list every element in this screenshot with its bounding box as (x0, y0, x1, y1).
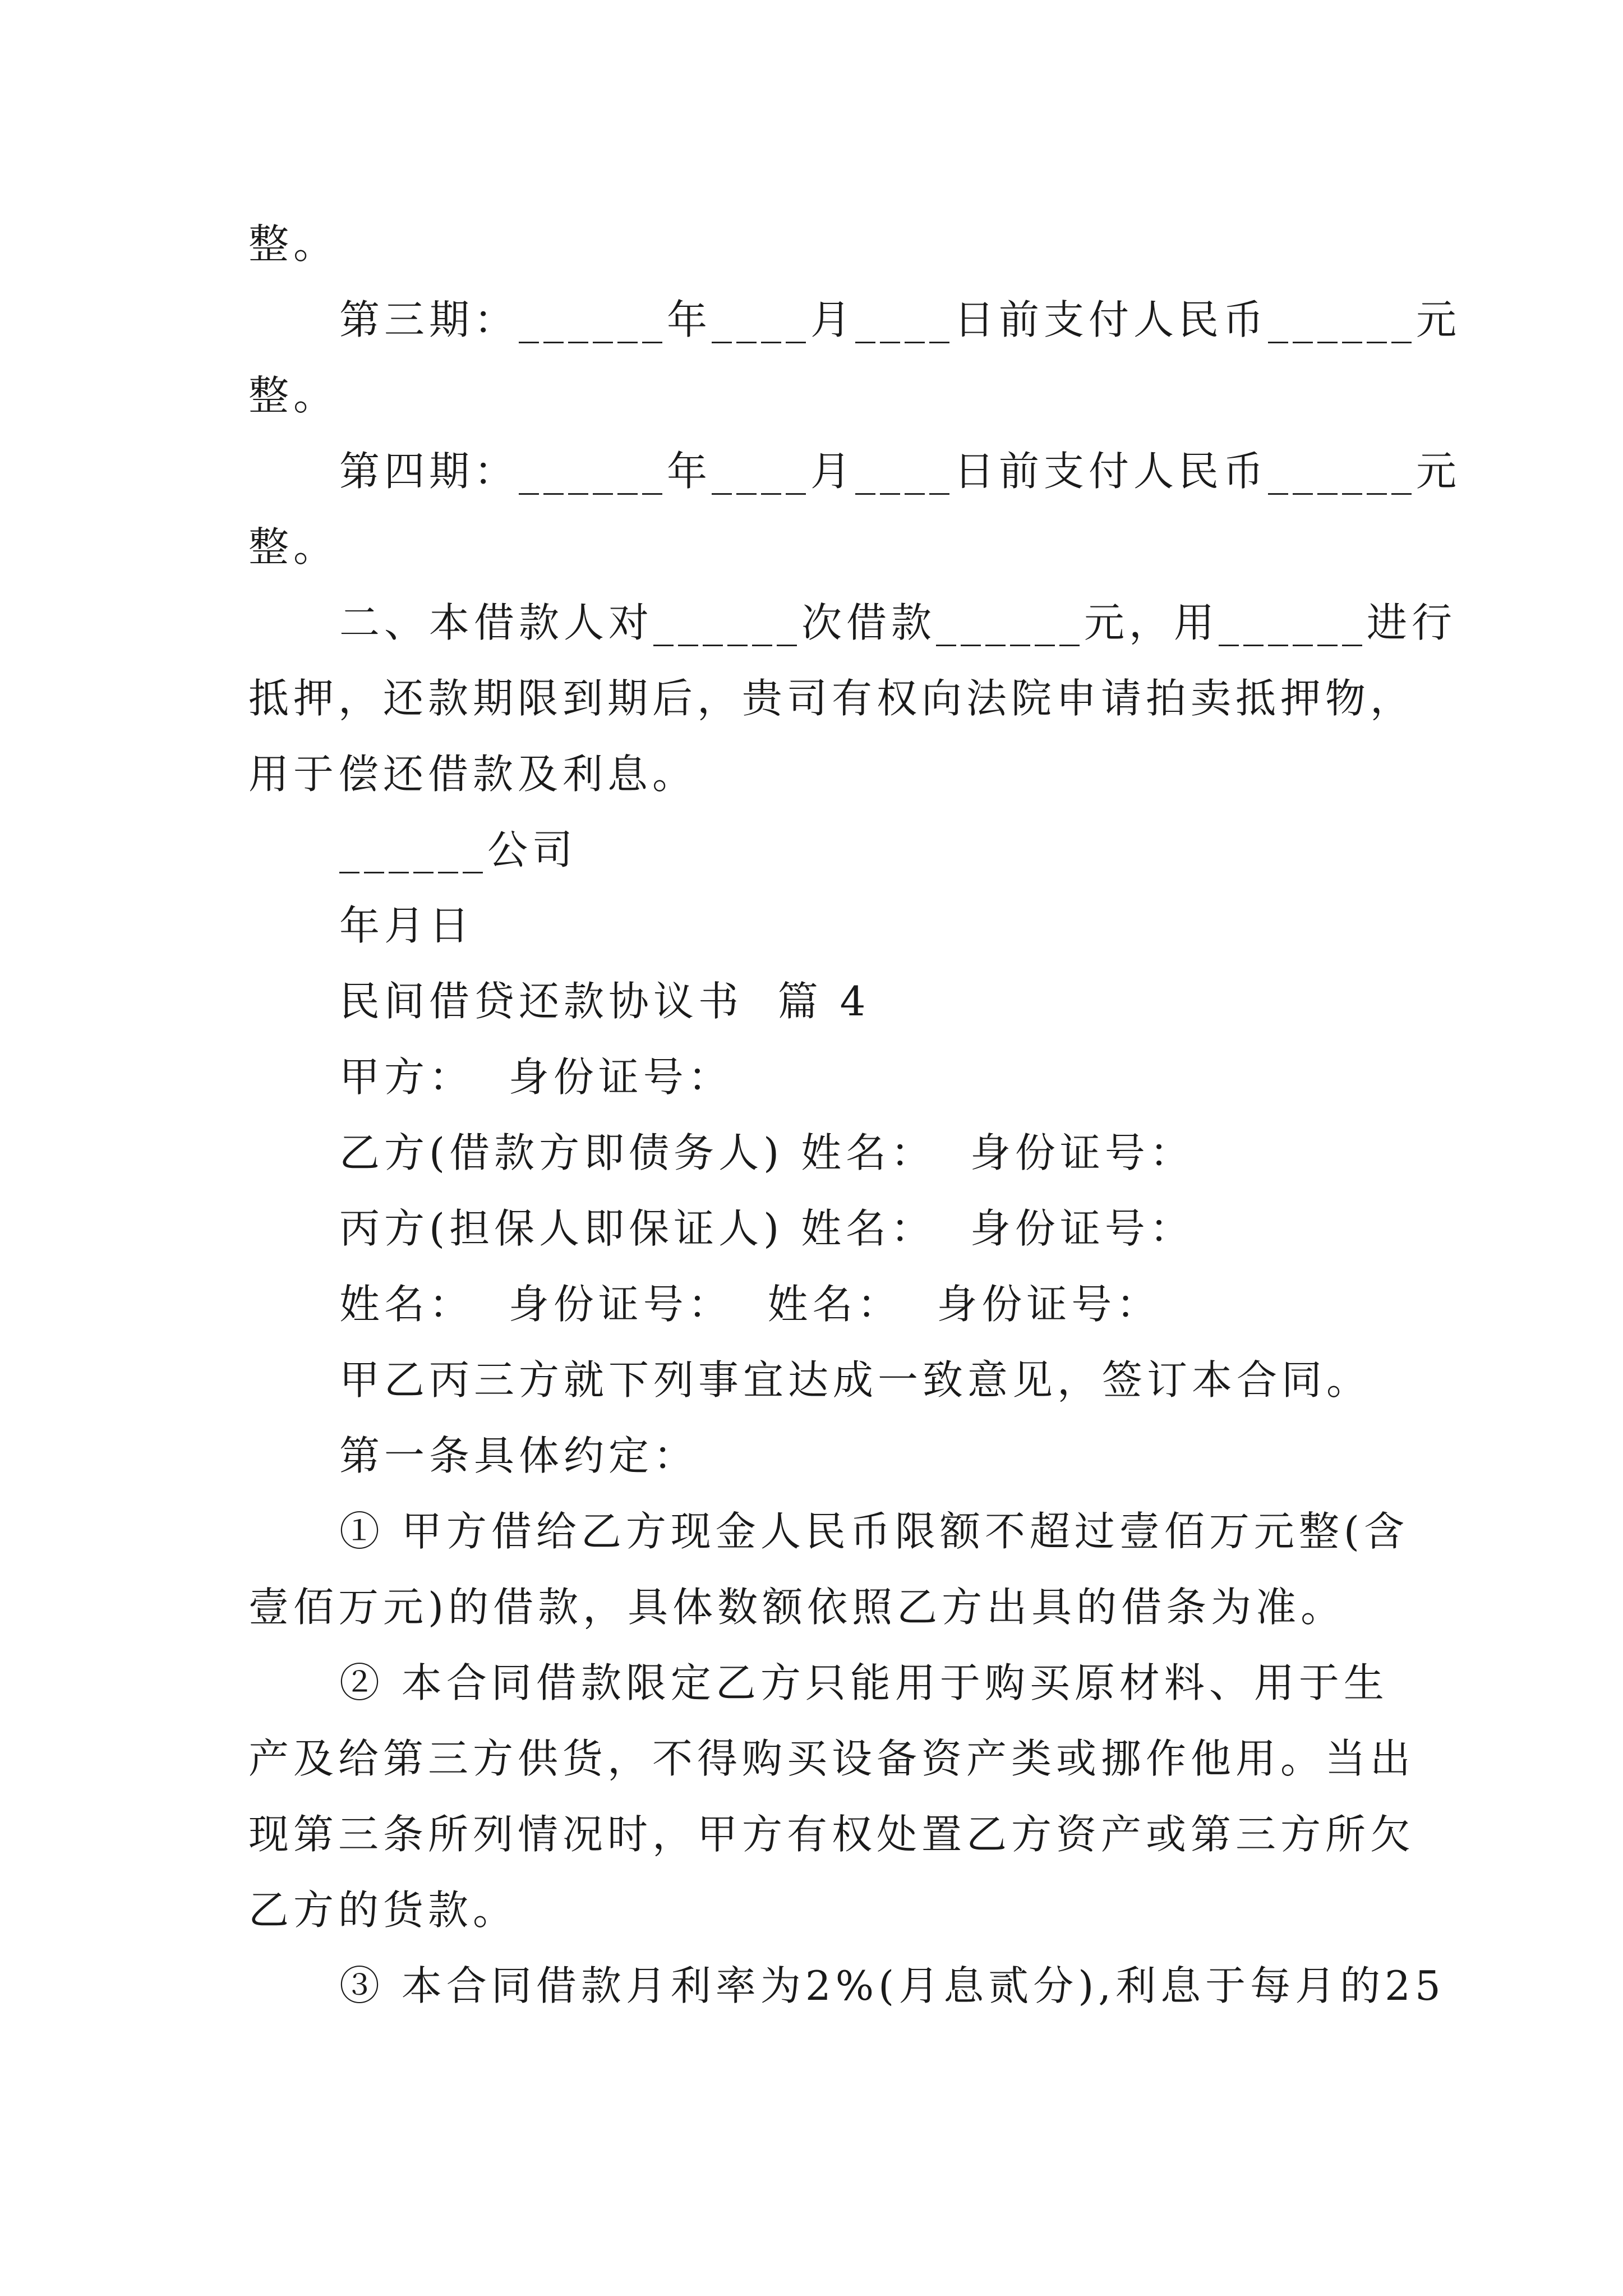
text-line: 第一条具体约定： (339, 1432, 699, 1479)
text-line: 姓名： 身份证号： 姓名： 身份证号： (339, 1281, 1161, 1328)
text-line: 二、本借款人对______次借款______元，用______进行 (339, 599, 1457, 646)
text-line: 第三期：______年____月____日前支付人民币______元 (339, 296, 1461, 343)
text-line: 整。 (248, 372, 339, 419)
text-line: 甲方： 身份证号： (339, 1053, 733, 1101)
text-line: 甲乙丙三方就下列事宜达成一致意见，签订本合同。 (339, 1356, 1372, 1404)
text-line: ① 甲方借给乙方现金人民币限额不超过壹佰万元整(含 (339, 1508, 1409, 1555)
text-line: 整。 (248, 220, 339, 268)
text-line: ③ 本合同借款月利率为2%(月息贰分),利息于每月的25 (339, 1962, 1445, 2009)
text-line: 乙方的货款。 (248, 1887, 518, 1934)
text-line: 抵押，还款期限到期后，贵司有权向法院申请拍卖抵押物， (248, 675, 1415, 722)
text-line: ② 本合同借款限定乙方只能用于购买原材料、用于生 (339, 1659, 1389, 1706)
section-heading: 民间借贷还款协议书 篇 4 (339, 978, 870, 1025)
text-line: 丙方(担保人即保证人) 姓名： 身份证号： (339, 1205, 1195, 1252)
text-line: 年月日 (339, 902, 474, 949)
text-line: 产及给第三方供货，不得购买设备资产类或挪作他用。当出 (248, 1735, 1415, 1782)
text-line: 现第三条所列情况时，甲方有权处置乙方资产或第三方所欠 (248, 1811, 1415, 1858)
text-line: ______公司 (339, 826, 578, 873)
text-line: 乙方(借款方即债务人) 姓名： 身份证号： (339, 1129, 1195, 1176)
text-line: 用于偿还借款及利息。 (248, 751, 698, 798)
text-line: 壹佰万元)的借款，具体数额依照乙方出具的借条为准。 (248, 1584, 1346, 1631)
text-line: 第四期：______年____月____日前支付人民币______元 (339, 448, 1461, 495)
text-line: 整。 (248, 523, 339, 570)
